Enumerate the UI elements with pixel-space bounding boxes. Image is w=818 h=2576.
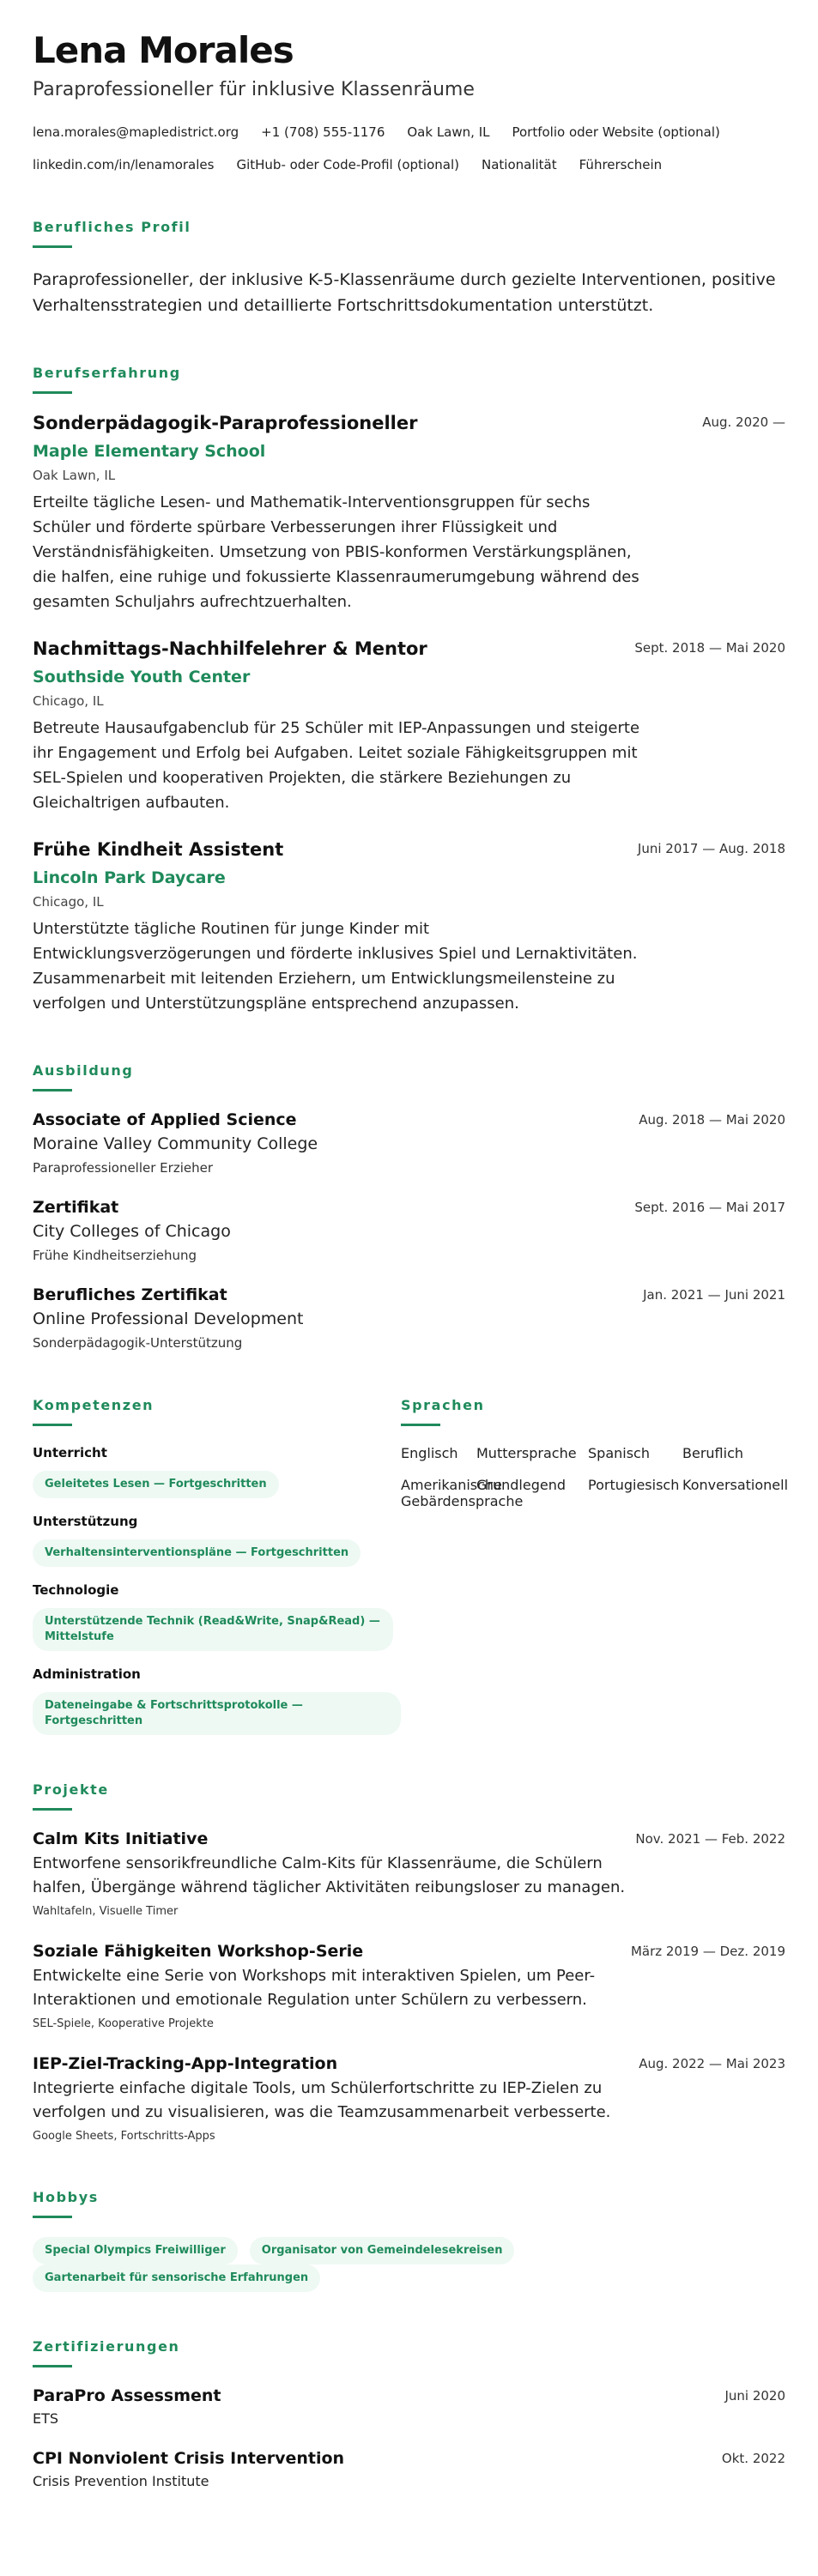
- edu-degree: Associate of Applied Science: [33, 1110, 297, 1130]
- section-divider: [33, 245, 72, 248]
- contact-website[interactable]: Portfolio oder Website (optional): [512, 124, 720, 141]
- project-description: Entwickelte eine Serie von Workshops mit interaktiven Spielen, um Peer-Interaktionen und emotionale Regulation unter Schülern zu verbessern.: [33, 1967, 596, 2010]
- edu-date: Jan. 2021 — Juni 2021: [643, 1287, 785, 1303]
- section-divider: [33, 2216, 72, 2218]
- certification-date: Juni 2020: [724, 2388, 785, 2404]
- section-title: Berufliches Profil: [33, 219, 191, 236]
- project-tags: Wahltafeln, Visuelle Timer: [33, 1905, 179, 1919]
- project-tags: Google Sheets, Fortschritts-Apps: [33, 2130, 215, 2144]
- skill-chip: Geleitetes Lesen — Fortgeschritten: [33, 1471, 279, 1498]
- section-certifications: [33, 2338, 785, 2489]
- project-title: IEP-Ziel-Tracking-App-Integration: [33, 2054, 338, 2074]
- section-languages: [401, 1397, 789, 1735]
- job-title: Nachmittags-Nachhilfelehrer & Mentor: [33, 638, 427, 660]
- job-description: Betreute Hausaufgabenclub für 25 Schüler mit IEP-Anpassungen und steigerte ihr Engagement und Erfolg bei Aufgaben. Leitet soziale Fähigkeitsgruppen mit SEL-Spielen und kooperativen Projekten, die stärkere Beziehungen zu Gleichaltrigen aufbauten.: [33, 719, 640, 813]
- contact-phone[interactable]: +1 (708) 555-1176: [261, 124, 385, 141]
- job-location: Chicago, IL: [33, 693, 104, 710]
- skill-chip: Unterstützende Technik (Read&Write, Snap&Read) — Mittelstufe: [33, 1608, 393, 1651]
- profile-text: Paraprofessioneller, der inklusive K-5-Klassenräume durch gezielte Interventionen, positive Verhaltensstrategien und detaillierte Fortschrittsdokumentation unterstützt.: [33, 270, 776, 316]
- edu-field: Sonderpädagogik-Unterstützung: [33, 1335, 243, 1351]
- language-name: Englisch: [401, 1445, 458, 1462]
- headline: Paraprofessioneller für inklusive Klassenräume: [33, 79, 475, 101]
- job-company: Maple Elementary School: [33, 442, 266, 462]
- language-level: Beruflich: [682, 1445, 743, 1462]
- certification-entry: [33, 2386, 785, 2427]
- job-company: Southside Youth Center: [33, 668, 251, 687]
- language-name: Amerikanische Gebärdensprache: [401, 1477, 524, 1510]
- skill-group: [33, 1666, 401, 1735]
- certification-name: ParaPro Assessment: [33, 2386, 221, 2406]
- project-entry: [33, 2054, 785, 2143]
- skill-group: [33, 1582, 401, 1651]
- certification-issuer: Crisis Prevention Institute: [33, 2473, 209, 2490]
- project-list: [33, 1829, 785, 2143]
- skill-group: [33, 1514, 401, 1567]
- project-tags: SEL-Spiele, Kooperative Projekte: [33, 2017, 214, 2031]
- job-location: Oak Lawn, IL: [33, 468, 116, 484]
- hobby-chip: Gartenarbeit für sensorische Erfahrungen: [33, 2265, 320, 2292]
- header: [33, 31, 785, 172]
- skill-chip: Verhaltensinterventionspläne — Fortgeschritten: [33, 1539, 361, 1567]
- section-divider: [33, 2365, 72, 2367]
- section-title: Projekte: [33, 1781, 109, 1799]
- job-entry: [33, 839, 785, 1016]
- section-divider: [33, 1424, 72, 1426]
- job-entry: [33, 638, 785, 815]
- skill-group: [33, 1445, 401, 1498]
- section-experience: [33, 365, 785, 1016]
- edu-field: Paraprofessioneller Erzieher: [33, 1160, 213, 1176]
- job-date: Sept. 2018 — Mai 2020: [634, 640, 785, 656]
- language-level: Konversationell: [682, 1477, 789, 1494]
- project-title: Soziale Fähigkeiten Workshop-Serie: [33, 1942, 364, 1962]
- edu-school: City Colleges of Chicago: [33, 1222, 231, 1242]
- education-entry: [33, 1285, 785, 1351]
- project-date: Nov. 2021 — Feb. 2022: [635, 1831, 785, 1847]
- section-title: Sprachen: [401, 1397, 485, 1414]
- contact-linkedin[interactable]: linkedin.com/in/lenamorales: [33, 157, 215, 173]
- job-list: [33, 413, 785, 1016]
- section-title: Ausbildung: [33, 1062, 134, 1079]
- section-title: Berufserfahrung: [33, 365, 181, 382]
- project-date: Aug. 2022 — Mai 2023: [639, 2056, 785, 2072]
- skill-category: Unterricht: [33, 1445, 107, 1461]
- project-description: Entworfene sensorikfreundliche Calm-Kits für Klassenräume, die Schülern halfen, Übergänge während täglicher Aktivitäten reibungsloser zu managen.: [33, 1854, 626, 1897]
- project-entry: [33, 1829, 785, 1918]
- job-date: Aug. 2020 —: [702, 414, 785, 431]
- contact-github[interactable]: GitHub- oder Code-Profil (optional): [236, 157, 459, 173]
- contact-list: [33, 124, 785, 172]
- edu-date: Sept. 2016 — Mai 2017: [634, 1200, 785, 1216]
- job-title: Frühe Kindheit Assistent: [33, 839, 284, 861]
- section-skills: [33, 1397, 401, 1735]
- section-education: [33, 1062, 785, 1351]
- project-entry: [33, 1942, 785, 2030]
- hobby-chip: Organisator von Gemeindelesekreisen: [250, 2237, 515, 2265]
- section-title: Hobbys: [33, 2189, 99, 2206]
- education-list: [33, 1110, 785, 1351]
- language-name: Spanisch: [588, 1445, 650, 1462]
- certification-entry: [33, 2449, 785, 2489]
- language-list: [401, 1445, 789, 1510]
- skill-chip: Dateneingabe & Fortschrittsprotokolle — Fortgeschritten: [33, 1692, 401, 1735]
- hobby-chip: Special Olympics Freiwilliger: [33, 2237, 238, 2265]
- section-title: Zertifizierungen: [33, 2338, 180, 2355]
- project-title: Calm Kits Initiative: [33, 1829, 209, 1849]
- certification-issuer: ETS: [33, 2410, 59, 2428]
- job-description: Unterstützte tägliche Routinen für junge Kinder mit Entwicklungsverzögerungen und förderte inklusives Spiel und Lernaktivitäten. Zusammenarbeit mit leitenden Erziehern, um Entwicklungsmeilensteine zu verfolgen und Unterstützungspläne entsprechend anzupassen.: [33, 920, 638, 1013]
- project-date: März 2019 — Dez. 2019: [630, 1944, 785, 1960]
- skill-category: Unterstützung: [33, 1514, 138, 1530]
- edu-degree: Berufliches Zertifikat: [33, 1285, 227, 1305]
- job-entry: [33, 413, 785, 614]
- certification-date: Okt. 2022: [721, 2451, 785, 2467]
- job-title: Sonderpädagogik-Paraprofessioneller: [33, 413, 418, 434]
- job-company: Lincoln Park Daycare: [33, 868, 226, 888]
- language-level: Grundlegend: [476, 1477, 566, 1494]
- hobby-list: [33, 2237, 785, 2292]
- language-name: Portugiesisch: [588, 1477, 680, 1494]
- section-divider: [33, 1808, 72, 1811]
- certification-name: CPI Nonviolent Crisis Intervention: [33, 2449, 345, 2469]
- project-description: Integrierte einfache digitale Tools, um Schülerfortschritte zu IEP-Zielen zu verfolgen und zu visualisieren, was die Teamzusammenarbeit verbesserte.: [33, 2079, 611, 2122]
- contact-email[interactable]: lena.morales@mapledistrict.org: [33, 124, 239, 141]
- education-entry: [33, 1198, 785, 1263]
- job-date: Juni 2017 — Aug. 2018: [637, 841, 785, 857]
- edu-date: Aug. 2018 — Mai 2020: [639, 1112, 785, 1128]
- edu-degree: Zertifikat: [33, 1198, 119, 1218]
- skills-languages-row: [33, 1397, 789, 1735]
- skill-category: Administration: [33, 1666, 141, 1683]
- job-location: Chicago, IL: [33, 894, 104, 910]
- edu-school: Moraine Valley Community College: [33, 1134, 318, 1154]
- edu-field: Frühe Kindheitserziehung: [33, 1248, 197, 1264]
- edu-school: Online Professional Development: [33, 1309, 304, 1329]
- section-hobbies: [33, 2189, 785, 2292]
- section-title: Kompetenzen: [33, 1397, 155, 1414]
- section-projects: [33, 1781, 785, 2143]
- skill-category: Technologie: [33, 1582, 119, 1599]
- section-divider: [33, 391, 72, 394]
- contact-license: Führerschein: [579, 157, 663, 173]
- language-level: Muttersprache: [476, 1445, 577, 1462]
- contact-nationality: Nationalität: [481, 157, 557, 173]
- certification-list: [33, 2386, 785, 2489]
- section-divider: [33, 1089, 72, 1091]
- contact-location: Oak Lawn, IL: [407, 124, 490, 141]
- candidate-name: Lena Morales: [33, 29, 294, 71]
- education-entry: [33, 1110, 785, 1176]
- section-profile: [33, 219, 785, 318]
- section-divider: [401, 1424, 440, 1426]
- job-description: Erteilte tägliche Lesen- und Mathematik-Interventionsgruppen für sechs Schüler und förderte spürbare Verbesserungen ihrer Flüssigkeit und Verständnisfähigkeiten. Umsetzung von PBIS-konformen Verstärkungsplänen, die halfen, eine ruhige und fokussierte Klassenraumerumgebung während des gesamten Schuljahrs aufrechtzuerhalten.: [33, 493, 639, 612]
